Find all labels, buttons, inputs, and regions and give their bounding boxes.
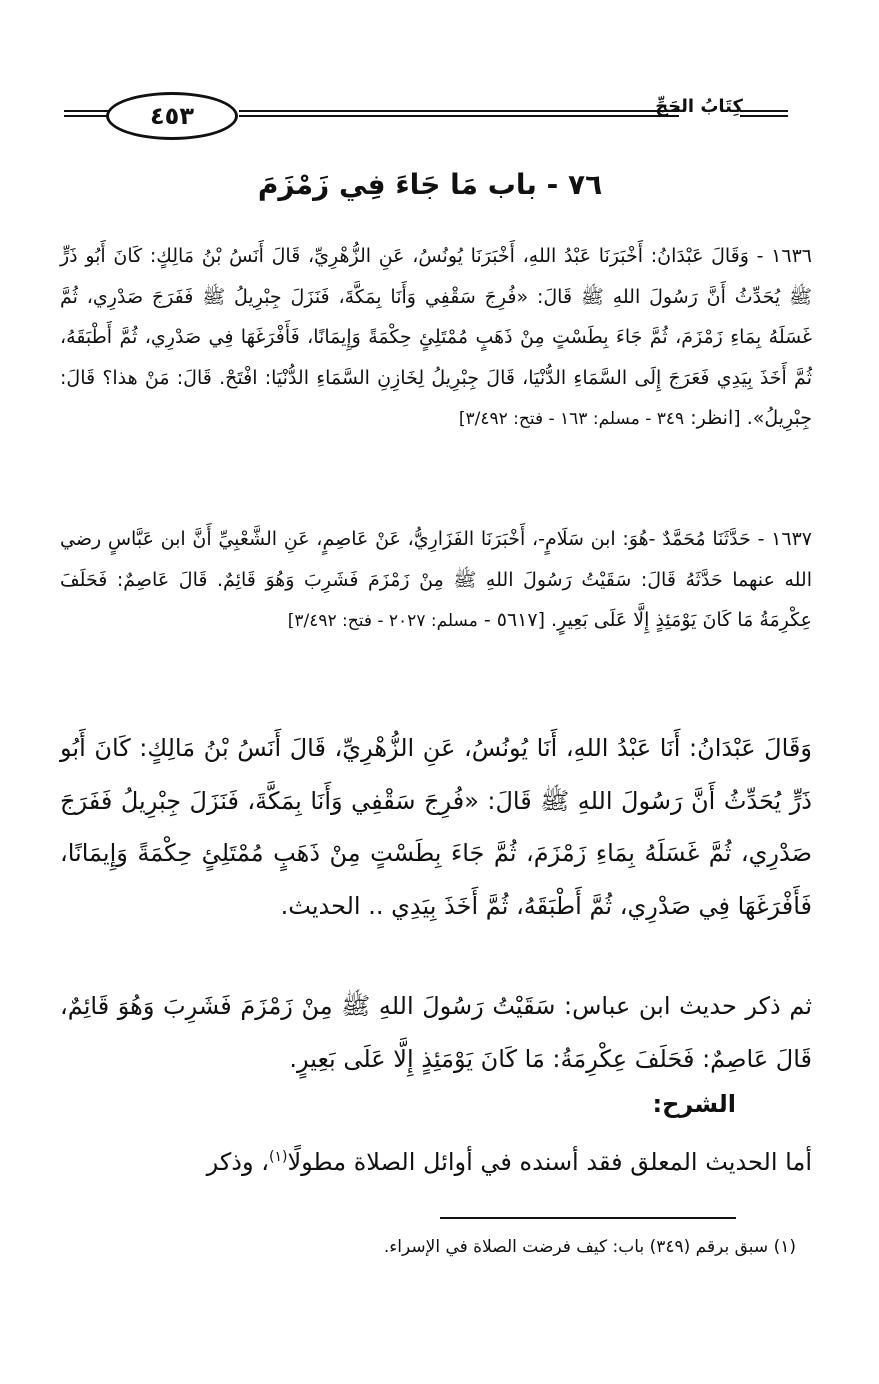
commentary-paragraph-2: ثم ذكر حديث ابن عباس: سَقَيْتُ رَسُولَ اللهِ ﷺ مِنْ زَمْزَمَ فَشَرِبَ وَهُوَ قَائِمٌ، قَالَ عَاصِمٌ: فَحَلَفَ عِكْرِمَةُ: مَا كَانَ يَوْمَئِذٍ إِلَّا عَلَى بَعِيرٍ. [60,992,812,1073]
sharh-text-after: ، وذكر [206,1148,269,1176]
footnote-1: (١) سبق برقم (٣٤٩) باب: كيف فرضت الصلاة في الإسراء. [383,1237,796,1257]
header-rule-right [740,110,788,117]
hadith-1637-reference: مسلم: ٢٠٢٧ - فتح: ٣/٤٩٢] [287,611,478,631]
sharh-paragraph [60,1136,812,1189]
hadith-1636 [60,236,812,440]
commentary-paragraph-1: وَقَالَ عَبْدَانُ: أَنَا عَبْدُ اللهِ، أَنَا يُونُسُ، عَنِ الزُّهْرِيِّ، قَالَ أَنَسُ بْنُ مَالِكٍ: كَانَ أَبُو ذَرٍّ يُحَدِّثُ أَنَّ رَسُولَ اللهِ ﷺ قَالَ: «فُرِجَ سَقْفِي وَأَنَا بِمَكَّةَ، فَنَزَلَ جِبْرِيلُ فَفَرَجَ صَدْرِي، ثُمَّ غَسَلَهُ بِمَاءِ زَمْزَمَ، ثُمَّ جَاءَ بِطَسْتٍ مِنْ ذَهَبٍ مُمْتَلِئٍ حِكْمَةً وَإِيمَانًا، فَأَفْرَغَهَا فِي صَدْرِي، ثُمَّ أَطْبَقَهُ، ثُمَّ أَخَذَ بِيَدِي .. الحديث. [60,734,812,920]
page-number: ٤٥٣ [106,92,238,140]
chapter-heading: ٧٦ - باب مَا جَاءَ فِي زَمْزَمَ [257,168,603,201]
running-title: كِتَابُ الحَجِّ [655,96,743,117]
footnote-marker[interactable]: (١) [268,1149,288,1165]
hadith-1636-reference: ٣٤٩ - مسلم: ١٦٣ - فتح: ٣/٤٩٢] [458,409,685,429]
page-header [64,90,788,140]
hadith-1637 [60,519,812,642]
sharh-text-before: أما الحديث المعلق فقد أسنده في أوائل الصلاة مطولًا [287,1148,812,1176]
hadith-1637-text: ١٦٣٧ - حَدَّثَنَا مُحَمَّدٌ -هُوَ: ابن سَلَامٍ-، أَخْبَرَنَا الفَزَارِيُّ، عَنْ عَاصِمٍ، عَنِ الشَّعْبِيِّ أَنَّ ابن عَبَّاسٍ رضي الله عنهما حَدَّثَهُ قَالَ: سَقَيْتُ رَسُولَ اللهِ ﷺ مِنْ زَمْزَمَ فَشَرِبَ وَهُوَ قَائِمٌ. قَالَ عَاصِمٌ: فَحَلَفَ عِكْرِمَةُ مَا كَانَ يَوْمَئِذٍ إِلَّا عَلَى بَعِيرٍ. [٥٦١٧ - [60,528,812,631]
footnote-separator [440,1217,736,1219]
sharh-heading: الشرح: [652,1090,736,1118]
hadith-1636-text: ١٦٣٦ - وَقَالَ عَبْدَانُ: أَخْبَرَنَا عَبْدُ اللهِ، أَخْبَرَنَا يُونُسُ، عَنِ الزُّهْرِيِّ، قَالَ أَنَسُ بْنُ مَالِكٍ: كَانَ أَبُو ذَرٍّ ﷺ يُحَدِّثُ أَنَّ رَسُولَ اللهِ ﷺ قَالَ: «فُرِجَ سَقْفِي وَأَنَا بِمَكَّةَ، فَنَزَلَ جِبْرِيلُ ﷺ فَفَرَجَ صَدْرِي، ثُمَّ غَسَلَهُ بِمَاءِ زَمْزَمَ، ثُمَّ جَاءَ بِطَسْتٍ مِنْ ذَهَبٍ مُمْتَلِئٍ حِكْمَةً وَإِيمَانًا، فَأَفْرَغَهَا فِي صَدْرِي، ثُمَّ أَطْبَقَهُ، ثُمَّ أَخَذَ بِيَدِي فَعَرَجَ إِلَى السَّمَاءِ الدُّنْيَا، قَالَ جِبْرِيلُ لِخَازِنِ السَّمَاءِ الدُّنْيَا: افْتَحْ. قَالَ: مَنْ هذا؟ قَالَ: جِبْرِيلُ». [انظر: [60,245,812,429]
header-rule-middle [239,110,679,117]
